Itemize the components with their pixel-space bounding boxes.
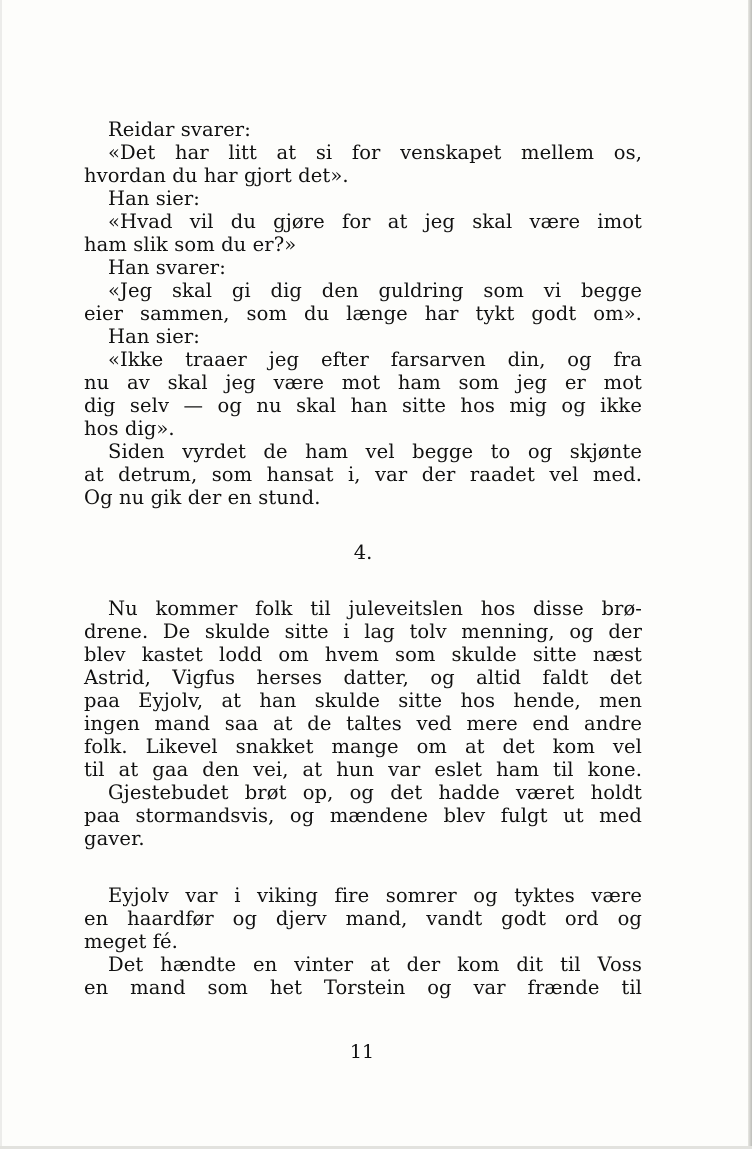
page-number: 11 — [349, 1041, 375, 1063]
text-line: paa Eyjolv, at han skulde sitte hos hende, men — [84, 689, 642, 712]
text-line: Reidar svarer: — [108, 118, 251, 141]
paragraph-gap — [84, 850, 642, 884]
text-line: Nu kommer folk til juleveitslen hos disse brø- — [108, 597, 642, 620]
text-line: Det hændte en vinter at der kom dit til Voss — [108, 953, 642, 976]
text-line: Han sier: — [108, 325, 200, 348]
text-line: «Det har litt at si for venskapet mellem os, — [108, 141, 642, 164]
text-line: hvordan du har gjort det». — [84, 164, 349, 187]
text-line: folk. Likevel snakket mange om at det kom vel — [84, 735, 642, 758]
text-line: nu av skal jeg være mot ham som jeg er mot — [84, 371, 642, 394]
text-line: «Ikke traaer jeg efter farsarven din, og fra — [108, 348, 642, 371]
text-line: gaver. — [84, 827, 145, 850]
text-line: Gjestebudet brøt op, og det hadde været holdt — [108, 781, 642, 804]
text-line: drene. De skulde sitte i lag tolv menning, og der — [84, 620, 642, 643]
text-line: meget fé. — [84, 930, 178, 953]
page-edge-left — [0, 0, 2, 1149]
text-line: «Jeg skal gi dig den guldring som vi begge — [108, 279, 642, 302]
text-line: Siden vyrdet de ham vel begge to og skjønte — [108, 440, 642, 463]
text-line: paa stormandsvis, og mændene blev fulgt ut med — [84, 804, 642, 827]
text-line: «Hvad vil du gjøre for at jeg skal være imot — [108, 210, 642, 233]
text-line: Han svarer: — [108, 256, 226, 279]
text-line: at detrum, som hansat i, var der raadet vel med. — [84, 463, 642, 486]
chapter-heading: 4. — [353, 541, 373, 564]
text-line: Han sier: — [108, 187, 200, 210]
text-line: eier sammen, som du længe har tykt godt om». — [84, 302, 642, 325]
text-line: ingen mand saa at de taltes ved mere end andre — [84, 712, 642, 735]
text-line: Astrid, Vigfus herses datter, og altid faldt det — [84, 666, 642, 689]
text-line: Og nu gik der en stund. — [84, 486, 321, 509]
text-line: blev kastet lodd om hvem som skulde sitte næst — [84, 643, 642, 666]
text-line: en mand som het Torstein og var frænde til — [84, 976, 642, 999]
text-line: Eyjolv var i viking fire somrer og tyktes være — [108, 884, 642, 907]
page-text — [84, 118, 642, 999]
page-edge-right — [748, 0, 752, 1149]
text-line: en haardfør og djerv mand, vandt godt ord og — [84, 907, 642, 930]
text-line: ham slik som du er?» — [84, 233, 297, 256]
text-line: hos dig». — [84, 417, 175, 440]
text-line: dig selv — og nu skal han sitte hos mig og ikke — [84, 394, 642, 417]
text-line: til at gaa den vei, at hun var eslet ham til kone. — [84, 758, 642, 781]
